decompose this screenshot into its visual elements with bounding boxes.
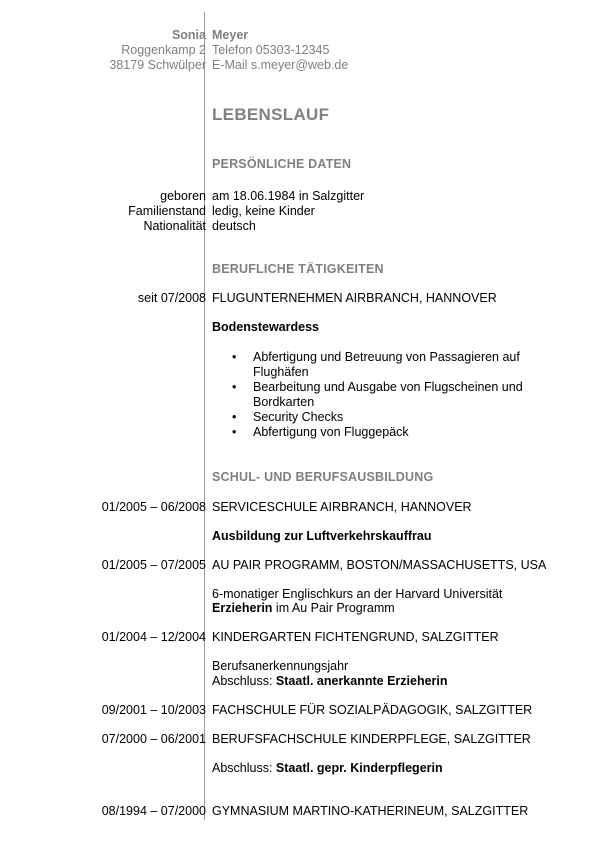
work-date: seit 07/2008 xyxy=(137,291,206,305)
education-detail: Ausbildung zur Luftverkehrskauffrau xyxy=(212,529,432,543)
personal-label: geboren xyxy=(160,189,206,203)
education-detail-label: Abschluss: xyxy=(212,674,276,688)
education-title: KINDERGARTEN FICHTENGRUND, SALZGITTER xyxy=(212,630,499,644)
last-name: Meyer xyxy=(212,28,249,42)
section-heading-personal: PERSÖNLICHE DATEN xyxy=(212,157,352,171)
work-employer: FLUGUNTERNEHMEN AIRBRANCH, HANNOVER xyxy=(212,291,497,305)
education-date: 01/2005 – 07/2005 xyxy=(101,558,206,572)
section-heading-education: SCHUL- UND BERUFSAUSBILDUNG xyxy=(212,470,434,484)
education-date: 01/2004 – 12/2004 xyxy=(101,630,206,644)
email: E-Mail s.meyer@web.de xyxy=(212,58,349,72)
education-date: 09/2001 – 10/2003 xyxy=(101,703,206,717)
phone: Telefon 05303-12345 xyxy=(212,43,330,57)
personal-value: deutsch xyxy=(212,219,256,233)
education-detail-label: Abschluss: xyxy=(212,761,276,775)
list-item: • Security Checks xyxy=(232,410,563,425)
education-title: SERVICESCHULE AIRBRANCH, HANNOVER xyxy=(212,500,472,514)
education-detail-bold: Erzieherin xyxy=(212,601,273,615)
street-address: Roggenkamp 2 xyxy=(121,43,206,57)
city-address: 38179 Schwülper xyxy=(109,58,206,72)
education-date: 07/2000 – 06/2001 xyxy=(101,732,206,746)
personal-label: Nationalität xyxy=(143,219,206,233)
work-role: Bodenstewardess xyxy=(212,320,319,334)
personal-value: ledig, keine Kinder xyxy=(212,204,315,218)
education-detail xyxy=(212,674,448,689)
education-detail-bold: Staatl. gepr. Kinderpflegerin xyxy=(275,761,443,775)
education-detail-text: im Au Pair Programm xyxy=(272,601,395,615)
education-title: AU PAIR PROGRAMM, BOSTON/MASSACHUSETTS, USA xyxy=(212,558,547,572)
education-detail-bold: Staatl. anerkannte Erzieherin xyxy=(275,674,448,688)
education-date: 08/1994 – 07/2000 xyxy=(101,804,206,818)
education-detail: 6-monatiger Englischkurs an der Harvard Universität xyxy=(212,587,503,601)
education-detail xyxy=(212,601,395,616)
page-title: LEBENSLAUF xyxy=(212,105,330,124)
education-title: BERUFSFACHSCHULE KINDERPFLEGE, SALZGITTER xyxy=(212,732,531,746)
education-detail xyxy=(212,761,443,776)
list-item: • Abfertigung von Fluggepäck xyxy=(232,425,563,440)
list-item: • Bearbeitung und Ausgabe von Flugscheinen und Bordkarten xyxy=(232,380,563,410)
work-duties-list xyxy=(232,350,563,440)
first-name: Sonia xyxy=(171,28,206,42)
personal-value: am 18.06.1984 in Salzgitter xyxy=(212,189,365,203)
list-item: • Abfertigung und Betreuung von Passagieren auf Flughäfen xyxy=(232,350,563,380)
column-divider xyxy=(204,12,205,820)
education-title: FACHSCHULE FÜR SOZIALPÄDAGOGIK, SALZGITTER xyxy=(212,703,533,717)
education-detail: Berufsanerkennungsjahr xyxy=(212,659,349,673)
personal-label: Familienstand xyxy=(128,204,206,218)
education-date: 01/2005 – 06/2008 xyxy=(101,500,206,514)
education-title: GYMNASIUM MARTINO-KATHERINEUM, SALZGITTER xyxy=(212,804,529,818)
section-heading-work: BERUFLICHE TÄTIGKEITEN xyxy=(212,262,384,276)
